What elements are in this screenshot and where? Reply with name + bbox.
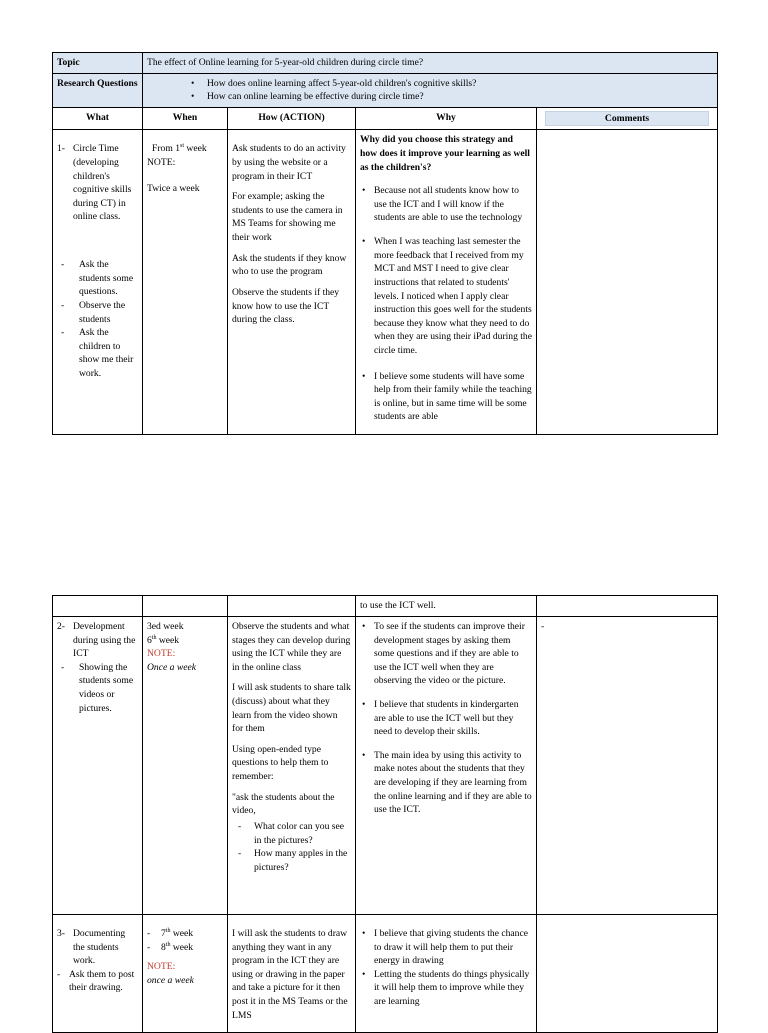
when-week-8-tail: week [170, 941, 194, 953]
why-continuation: to use the ICT well. [356, 596, 537, 617]
comments-cell [537, 130, 718, 435]
when-frequency: Once a week [147, 661, 197, 673]
why-cell [356, 130, 537, 435]
when-note: NOTE: [147, 648, 176, 660]
header-what: What [53, 107, 143, 130]
what-item: Observe the students [79, 299, 126, 325]
why-cell [356, 915, 537, 1033]
continuation-row [53, 596, 718, 617]
how-paragraph: Observe the students and what stages they can develop during using the ICT while they are in the online class [232, 621, 351, 673]
when-cell [143, 617, 228, 915]
when-week-6: 6 [147, 634, 152, 646]
plan-table-page-1 [52, 52, 718, 435]
why-item: • I believe that students in kindergarten are able to use the ICT well but they need to develop their skills. [374, 698, 532, 739]
what-item: Ask the students some questions. [79, 259, 134, 298]
header-comments: Comments [545, 111, 709, 127]
when-week-6-tail: week [156, 634, 180, 646]
how-paragraph: I will ask the students to draw anything they want in any program in the ICT they are using or drawing in the paper and take a picture for it then post it in the MS Teams or the LMS [232, 928, 348, 1021]
why-item: • Letting the students do things physically it will help them to improve while they are learning [374, 968, 532, 1009]
when-note: NOTE: [147, 961, 176, 973]
how-paragraph: "ask the students about the video, [232, 791, 335, 817]
how-cell [228, 915, 356, 1033]
topic-row [53, 53, 718, 74]
what-cell: 2- Development during using the ICT - Showing the students some videos or pictures. [53, 617, 143, 915]
research-questions-cell [143, 73, 718, 107]
topic-label: Topic [53, 53, 143, 74]
when-week-7: 7 [161, 928, 166, 939]
why-heading: Why did you choose this strategy and how does it improve your learning as well as the children's? [360, 134, 530, 173]
comments-cell: - [537, 617, 718, 915]
when-week-7-tail: week [170, 928, 194, 939]
when-cell: - 7th week - 8th week NOTE: once a week [143, 915, 228, 1033]
when-from-suffix: st [180, 143, 185, 150]
how-cell: Observe the students and what stages they can develop during using the ICT while they are in the online class I will ask students to share talk (discuss) about what they learn from the video shown for them Using open-ended type questions to help them to remember: "ask the students about the video, - What color can you see in the pictures? - How many apples in the pictures? [228, 617, 356, 915]
when-week-8-suffix: th [165, 941, 171, 948]
when-week-8: 8 [161, 941, 166, 953]
how-question: What color can you see in the pictures? [254, 820, 345, 846]
why-item: • I believe that giving students the chance to draw it will help them to put their energy in drawing [374, 927, 532, 968]
research-questions-row [53, 73, 718, 107]
what-number: 3- [57, 928, 65, 939]
header-when: When [143, 107, 228, 130]
research-questions-label: Research Questions [53, 73, 143, 107]
when-week-6-suffix: th [151, 634, 157, 641]
when-frequency: Twice a week [147, 182, 200, 194]
what-number: 1- [57, 143, 65, 155]
why-cell [356, 617, 537, 915]
when-note: NOTE: [147, 157, 176, 169]
research-question: • How can online learning be effective during circle time? [147, 90, 713, 104]
what-cell: 3- Documenting the students work. - Ask them to post their drawing. [53, 915, 143, 1033]
how-paragraph: For example; asking the students to use the camera in MS Teams for showing me their work [232, 191, 343, 244]
comments-cell [537, 915, 718, 1033]
why-item: • I believe some students will have some help from their family while the teaching is online, but in same time will be some students are able [374, 370, 532, 424]
when-cell [143, 130, 228, 435]
why-item: • To see if the students can improve their development stages by asking them some questions and if they are able to use the ICT well when they are observing the video or the picture. [374, 620, 532, 688]
what-item: Ask the children to show me their work. [79, 327, 134, 379]
plan-row-1 [53, 130, 718, 435]
how-paragraph: Ask the students if they know who to use the program [232, 252, 347, 278]
when-from: From 1 [152, 143, 180, 155]
plan-table-page-2 [52, 595, 718, 1033]
why-item: • Because not all students know how to use the ICT and I will know if the students are able to use the technology [374, 184, 532, 225]
how-paragraph: Using open-ended type questions to help them to remember: [232, 743, 329, 783]
why-item: • When I was teaching last semester the more feedback that I received from my MCT and MST I need to give clear instructions that related to students' levels. I noticed when I apply clear instruction this goes well for the students because they know what they need to do when they are using their iPad during the circle time. [374, 235, 532, 357]
what-cell: 1- Circle Time (developing children's cognitive skills during CT) in online class. - Ask the students some questions. - Observe the students - Ask the children to show me their work. [53, 130, 143, 435]
how-cell [228, 130, 356, 435]
what-title: Development during using the ICT [73, 621, 136, 660]
when-week-7-suffix: th [165, 927, 171, 934]
when-from-tail: week [184, 143, 207, 155]
plan-row-3 [53, 915, 718, 1033]
research-question: • How does online learning affect 5-year-old children's cognitive skills? [147, 77, 713, 91]
what-number: 2- [57, 621, 65, 632]
what-title: Circle Time (developing children's cognitive skills during CT) in online class. [73, 143, 132, 223]
plan-row-2 [53, 617, 718, 915]
what-item: Ask them to post their drawing. [69, 968, 135, 994]
what-title: Documenting the students work. [73, 928, 126, 967]
how-paragraph: I will ask students to share talk (discuss) about what they learn from the video shown for them [232, 682, 351, 735]
when-week: 3ed week [147, 621, 184, 632]
how-paragraph: Ask students to do an activity by using the website or a program in their ICT [232, 143, 346, 182]
how-question: How many apples in the pictures? [254, 848, 348, 873]
why-item: • The main idea by using this activity to make notes about the students that they are developing if they are learning from the online learning and if they are able to use the ICT. [374, 749, 532, 817]
header-row [53, 107, 718, 130]
when-frequency: once a week [147, 974, 194, 986]
what-item: Showing the students some videos or pictures. [79, 661, 134, 714]
header-how: How (ACTION) [228, 107, 356, 130]
how-paragraph: Observe the students if they know how to use the ICT during the class. [232, 286, 340, 326]
topic-value: The effect of Online learning for 5-year-old children during circle time? [143, 53, 718, 74]
header-comments-cell [537, 107, 718, 130]
header-why: Why [356, 107, 537, 130]
